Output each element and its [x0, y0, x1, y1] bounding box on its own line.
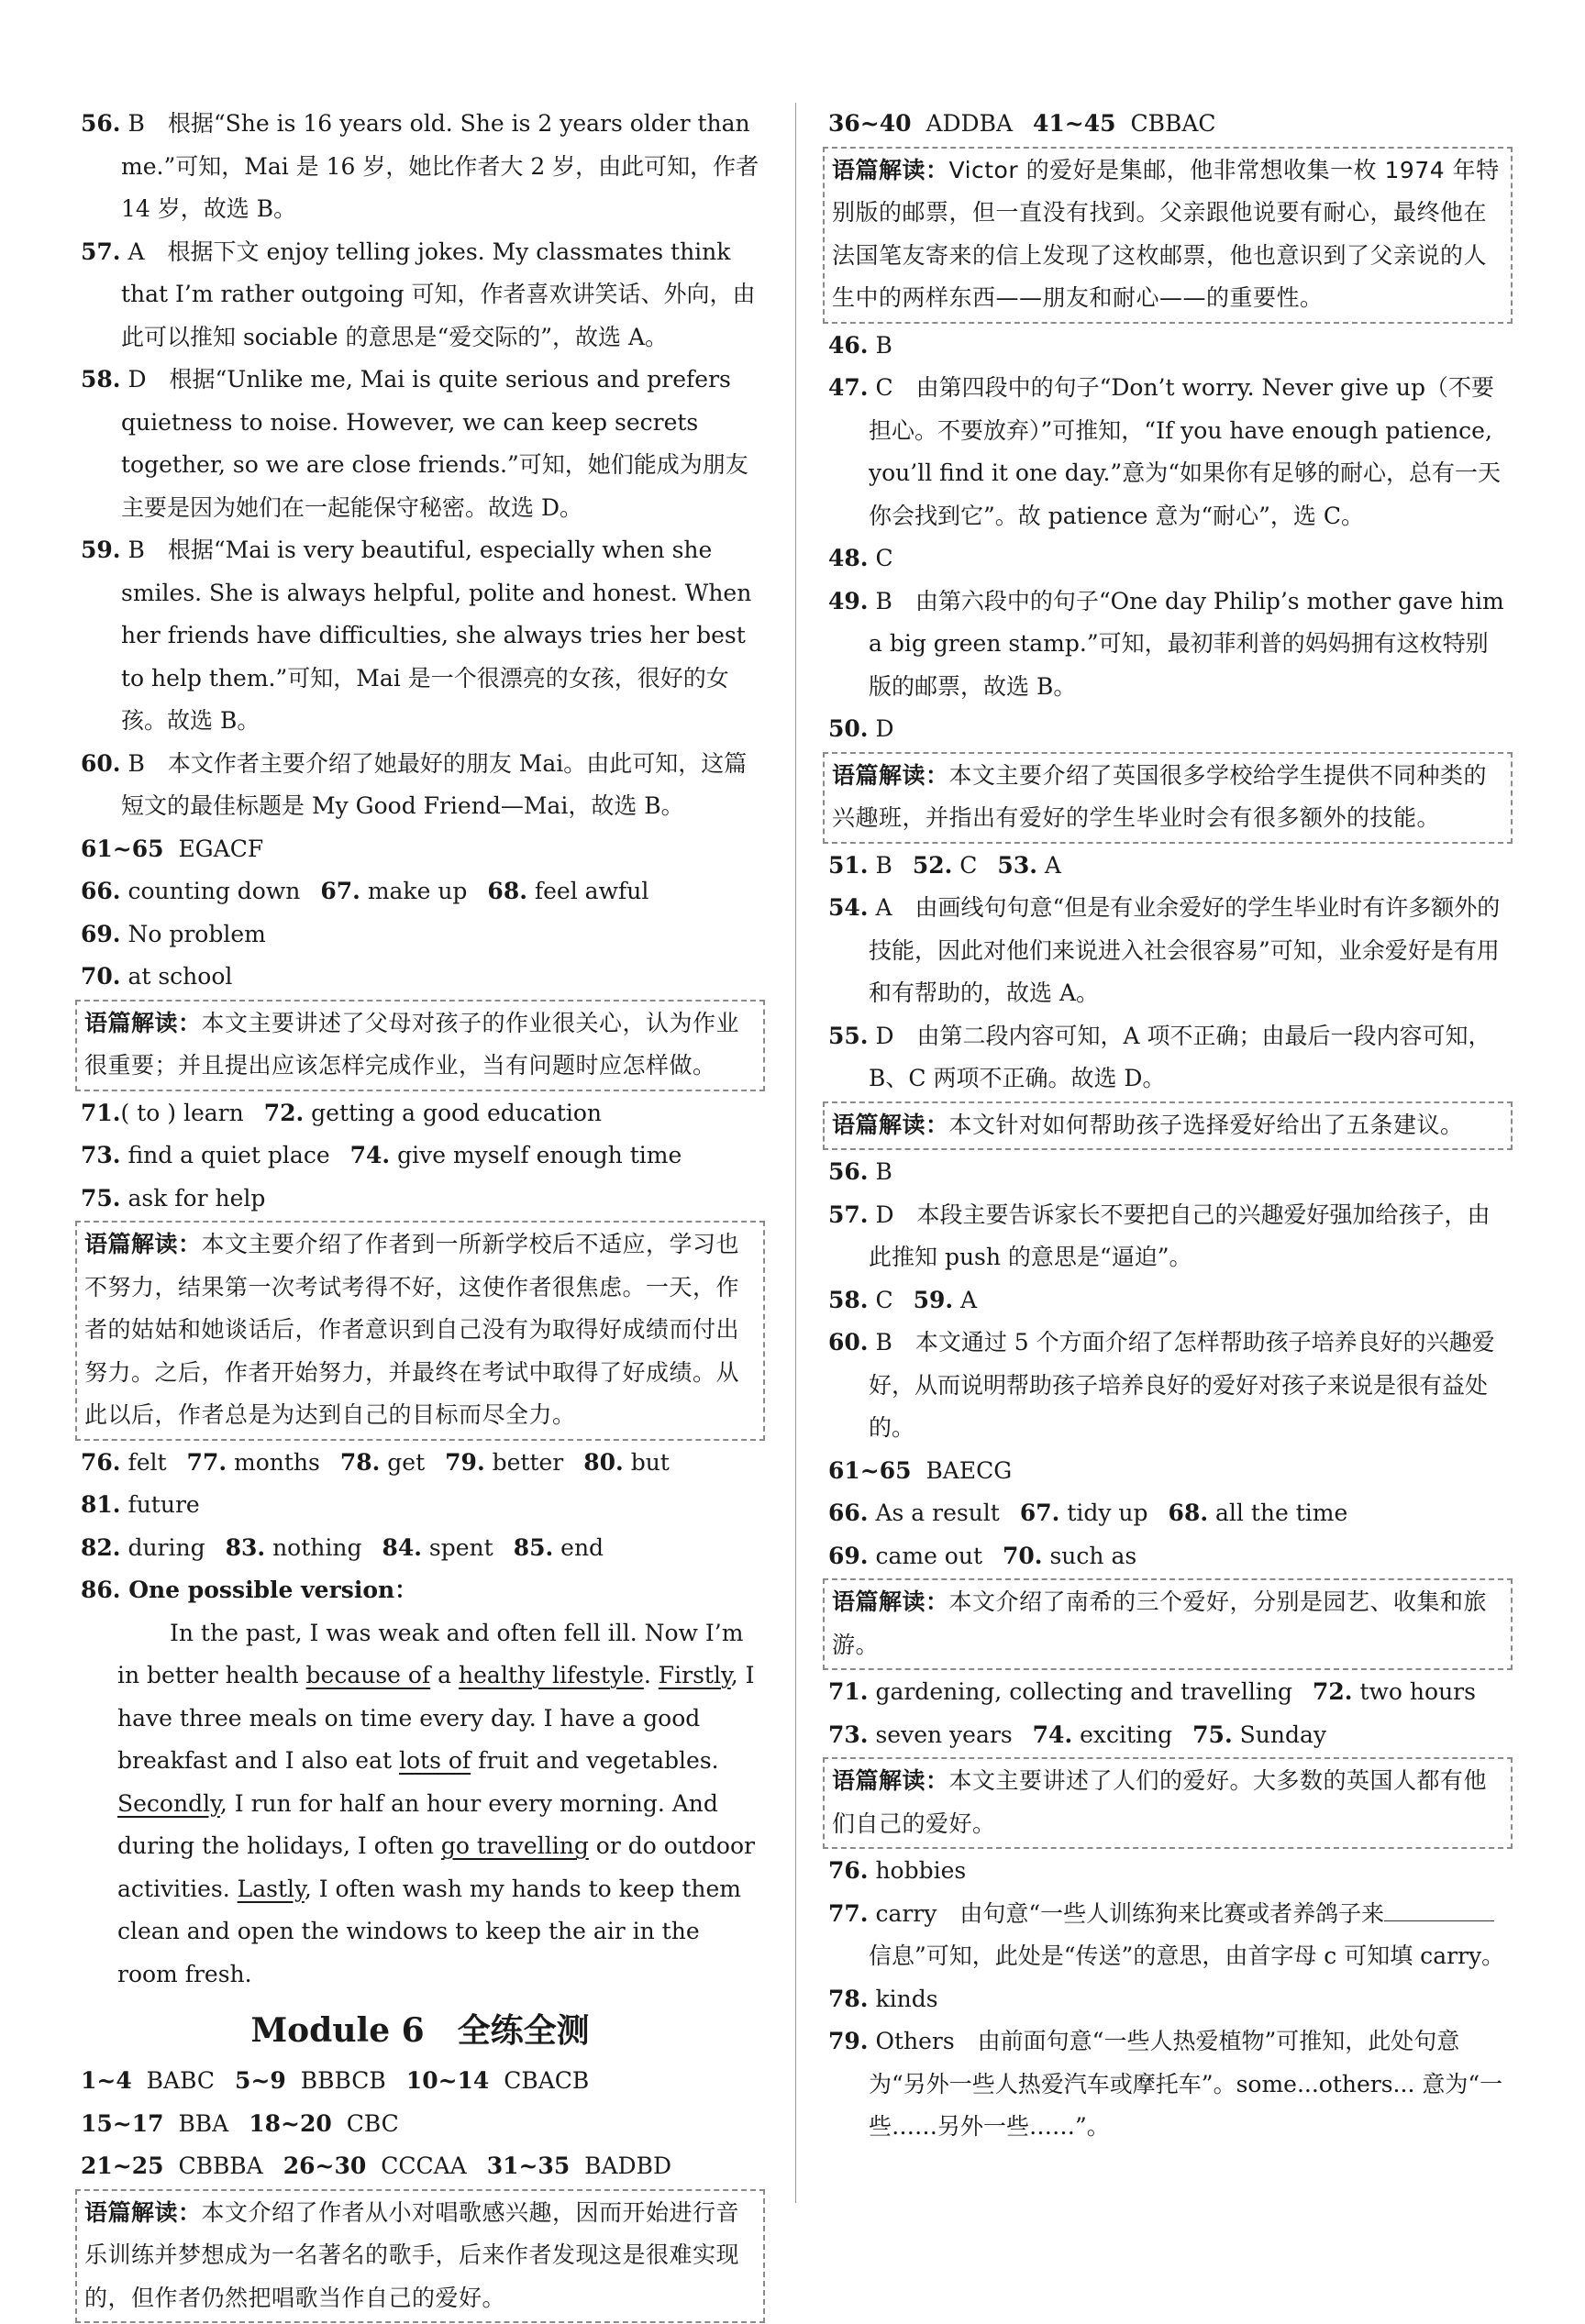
answer: 53. A — [997, 851, 1061, 879]
answer-item: 58. D 根据“Unlike me, Mai is quite serious and prefers quietness to noise. However, we can keep secrets together, so we are close friends.”可知，她们能成为朋友主要是因为她们在一起能保守秘密。故选 D。 — [81, 366, 748, 521]
answer-row — [828, 845, 1507, 888]
answer-item: 60. B 本文通过 5 个方面介绍了怎样帮助孩子培养良好的兴趣爱好，从而说明帮助孩子培养良好的爱好对孩子来说是很有益处的。 — [828, 1329, 1495, 1441]
essay-title: 86. One possible version： — [81, 1577, 418, 1603]
answer-row: 76. hobbies — [828, 1857, 967, 1884]
module-heading: Module 6 全练全测 — [250, 2011, 590, 2050]
answer-row: 50. D — [828, 715, 894, 742]
answer-item: 77. carry 由句意“一些人训练狗来比赛或者养鸽子来信息”可知，此处是“传送”的意思，由首字母 c 可知填 carry。 — [828, 1899, 1505, 1969]
answer: 70. such as — [1003, 1542, 1137, 1569]
answer-item: 57. D 本段主要告诉家长不要把自己的兴趣爱好强加给孩子，由此推知 push 的意思是“逼迫”。 — [828, 1201, 1491, 1270]
answer-range: 61~65 BAECG — [828, 1456, 1013, 1484]
answer-row: 75. ask for help — [81, 1184, 266, 1212]
passage-analysis-box: 语篇解读：Victor 的爱好是集邮，他非常想收集一枚 1974 年特别版的邮票，但一直没有找到。父亲跟他说要有耐心，最终他在法国笔友寄来的信上发现了这枚邮票，他也意识到了父亲说的人生中的两样东西——朋友和耐心——的重要性。 — [823, 147, 1513, 324]
answer: 26~30 CCCAA — [283, 2152, 467, 2179]
passage-analysis-box: 语篇解读：本文主要介绍了作者到一所新学校后不适应，学习也不努力，结果第一次考试考得不好，这使作者很焦虑。一天，作者的姑姑和她谈话后，作者意识到自己没有为取得好成绩而付出努力。之后，作者开始努力，并最终在考试中取得了好成绩。从此以后，作者总是为达到自己的目标而尽全力。 — [75, 1221, 765, 1441]
passage-analysis-box: 语篇解读：本文主要介绍了英国很多学校给学生提供不同种类的兴趣班，并指出有爱好的学生毕业时会有很多额外的技能。 — [823, 752, 1513, 844]
answer: 73. find a quiet place — [81, 1142, 330, 1168]
answer-row: 48. C — [828, 545, 893, 571]
answer: 77. months — [186, 1448, 320, 1476]
answer-row — [81, 2060, 759, 2103]
answer: 72. two hours — [1313, 1678, 1476, 1705]
answer: 66. As a result — [828, 1500, 1000, 1526]
answer: 82. during — [81, 1533, 205, 1561]
answer-item: 57. A 根据下文 enjoy telling jokes. My classmates think that I’m rather outgoing 可知，作者喜欢讲笑话、外向，由此可以推知 sociable 的意思是“爱交际的”，故选 A。 — [81, 238, 756, 350]
answer-row — [828, 103, 1507, 146]
answer: 73. seven years — [828, 1721, 1013, 1748]
right-column — [828, 103, 1507, 2149]
answer: 21~25 CBBBA — [81, 2152, 263, 2179]
answer: 71.( to ) learn — [81, 1099, 244, 1126]
answer: 84. spent — [382, 1533, 493, 1561]
left-column — [81, 103, 759, 2324]
answer: 66. counting down — [81, 878, 301, 904]
answer: 59. A — [913, 1286, 978, 1313]
answer-row — [81, 1134, 759, 1178]
answer-item: 55. D 由第二段内容可知，A 项不正确；由最后一段内容可知，B、C 两项不正确。故选 D。 — [828, 1022, 1491, 1091]
answer-row — [81, 1527, 759, 1570]
answer: 5~9 BBBCB — [235, 2067, 386, 2094]
passage-analysis-box: 语篇解读：本文主要讲述了人们的爱好。大多数的英国人都有他们自己的爱好。 — [823, 1757, 1513, 1849]
answer-row: 46. B — [828, 331, 892, 359]
answer: 18~20 CBC — [249, 2109, 399, 2137]
answer: 31~35 BADBD — [486, 2152, 672, 2179]
answer: 51. B — [828, 851, 892, 879]
passage-analysis-box: 语篇解读：本文针对如何帮助孩子选择爱好给出了五条建议。 — [823, 1101, 1513, 1151]
answer: 74. give myself enough time — [349, 1142, 682, 1168]
answer: 80. but — [583, 1448, 670, 1476]
answer: 75. Sunday — [1192, 1721, 1326, 1748]
answer-row — [81, 2103, 759, 2146]
answer: 15~17 BBA — [81, 2109, 229, 2137]
answer-row — [828, 1535, 1507, 1578]
answer: 68. all the time — [1168, 1500, 1348, 1526]
answer-row: 70. at school — [81, 963, 233, 990]
answer-item: 49. B 由第六段中的句子“One day Philip’s mother gave him a big green stamp.”可知，最初菲利普的妈妈拥有这枚特别版的邮票，故选 B。 — [828, 587, 1504, 700]
answer: 1~4 BABC — [81, 2067, 216, 2094]
answer: 74. exciting — [1032, 1721, 1173, 1748]
passage-analysis-box: 语篇解读：本文介绍了作者从小对唱歌感兴趣，因而开始进行音乐训练并梦想成为一名著名的歌手，后来作者发现这是很难实现的，但作者仍然把唱歌当作自己的爱好。 — [75, 2189, 765, 2324]
answer: 78. get — [339, 1448, 426, 1476]
answer: 79. better — [445, 1448, 564, 1476]
answer-row — [828, 1671, 1507, 1714]
blank-line — [1384, 1900, 1494, 1921]
sample-essay: In the past, I was weak and often fell ill. Now I’m in better health because of a healthy lifestyle. Firstly, I have three meals on time every day. I have a good breakfast and I also eat lots of fruit and vegetables. Secondly, I run for half an hour every morning. And during the holidays, I often go travelling or do outdoor activities. Lastly, I often wash my hands to keep them clean and open the windows to keep the air in the room fresh. — [117, 1619, 755, 1987]
answer: 85. end — [513, 1533, 604, 1561]
answer: 10~14 CBACB — [405, 2067, 590, 2094]
answer-row — [81, 1442, 759, 1527]
answer: 58. C — [828, 1286, 893, 1313]
answer-row — [81, 1092, 759, 1135]
answer: 36~40 ADDBA — [828, 110, 1014, 137]
answer-row — [828, 1279, 1507, 1322]
answer-row — [81, 870, 759, 956]
answer-item: 60. B 本文作者主要介绍了她最好的朋友 Mai。由此可知，这篇短文的最佳标题是 My Good Friend—Mai，故选 B。 — [81, 749, 748, 819]
answer: 69. came out — [828, 1542, 983, 1569]
answer: 67. tidy up — [1019, 1500, 1148, 1526]
passage-analysis-box: 语篇解读：本文主要讲述了父母对孩子的作业很关心，认为作业很重要；并且提出应该怎样完成作业，当有问题时应怎样做。 — [75, 1000, 765, 1091]
answer-row: 56. B — [828, 1158, 892, 1185]
answer-row — [828, 1714, 1507, 1757]
answer: 69. No problem — [81, 920, 266, 947]
answer-item: 79. Others 由前面句意“一些人热爱植物”可推知，此处句意为“另外一些人热爱汽车或摩托车”。some...others... 意为“一些……另外一些……”。 — [828, 2028, 1503, 2140]
answer: 67. make up — [320, 878, 468, 904]
answer-row — [81, 2145, 759, 2188]
answer-item: 56. B 根据“She is 16 years old. She is 2 years older than me.”可知，Mai 是 16 岁，她比作者大 2 岁，由此可知，作者 14 岁，故选 B。 — [81, 110, 759, 222]
answer: 81. future — [81, 1491, 200, 1518]
answer: 52. C — [912, 851, 978, 879]
answer-row — [828, 1492, 1507, 1535]
answer-item: 59. B 根据“Mai is very beautiful, especially when she smiles. She is always helpful, polite and honest. When her friends have difficulties, she always tries her best to help them.”可知，Mai 是一个很漂亮的女孩，很好的女孩。故选 B。 — [81, 537, 752, 734]
answer-range: 61~65 EGACF — [81, 835, 264, 862]
answer: 83. nothing — [225, 1533, 362, 1561]
answer: 71. gardening, collecting and travelling — [828, 1678, 1293, 1705]
column-divider — [795, 103, 796, 2203]
answer: 72. getting a good education — [263, 1099, 603, 1126]
passage-analysis-box: 语篇解读：本文介绍了南希的三个爱好，分别是园艺、收集和旅游。 — [823, 1578, 1513, 1670]
answer: 76. felt — [81, 1448, 167, 1476]
answer-item: 54. A 由画线句句意“但是有业余爱好的学生毕业时有许多额外的技能，因此对他们来说进入社会很容易”可知，业余爱好是有用和有帮助的，故选 A。 — [828, 894, 1501, 1006]
answer-row: 78. kinds — [828, 1985, 938, 2012]
answer: 68. feel awful — [487, 878, 649, 904]
answer-item: 47. C 由第四段中的句子“Don’t worry. Never give up（不要担心。不要放弃）”可推知，“If you have enough patience, you’ll find it one day.”意为“如果你有足够的耐心，总有一天你会找到它”。故 patience 意为“耐心”，选 C。 — [828, 374, 1501, 529]
answer: 41~45 CBBAC — [1033, 110, 1216, 137]
